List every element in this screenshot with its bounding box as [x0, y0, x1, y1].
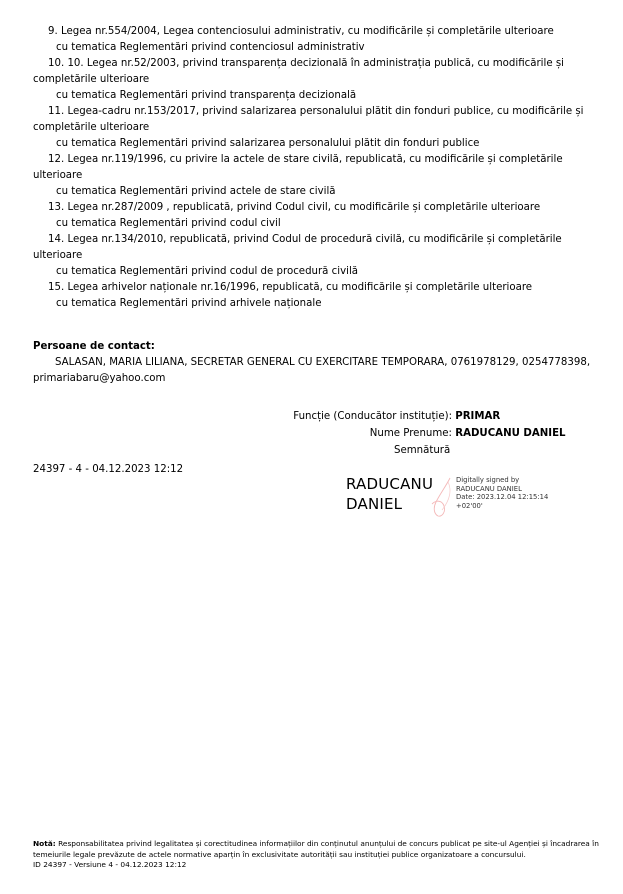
note-label: Notă: — [33, 839, 56, 848]
law-title: Legea-cadru nr.153/2017, privind salarizarea personalului plătit din fonduri publice, cu modificările și completările ulterioare — [33, 106, 584, 133]
law-title: Legea arhivelor naționale nr.16/1996, republicată, cu modificările și completările ulterioare — [67, 282, 533, 293]
list-item — [33, 56, 611, 104]
function-row — [280, 409, 600, 425]
signature-label: Semnătură — [394, 445, 451, 456]
signature-scribble-icon — [428, 476, 458, 518]
law-number: 14. — [48, 234, 65, 245]
law-topic: cu tematica Reglementări privind actele de stare civilă — [56, 186, 336, 197]
contact-heading: Persoane de contact: — [33, 341, 155, 352]
list-item — [33, 280, 611, 312]
version-line: ID 24397 - Versiune 4 - 04.12.2023 12:12 — [33, 860, 187, 869]
law-title: Legea nr.554/2004, Legea contenciosului administrativ, cu modificările și completările ulterioare — [60, 26, 554, 37]
list-item — [33, 24, 611, 56]
law-number: 10. — [48, 58, 65, 69]
digital-signature-line: Digitally signed by — [456, 476, 520, 484]
digital-signature-details — [456, 476, 548, 510]
footer-note — [33, 839, 611, 871]
law-number: 12. — [48, 154, 65, 165]
digital-signature-line: RADUCANU DANIEL — [456, 484, 522, 493]
law-title: Legea nr.134/2010, republicată, privind Codul de procedură civilă, cu modificările și completările ulterioare — [33, 234, 562, 261]
bibliography-list — [33, 24, 611, 312]
law-topic: cu tematica Reglementări privind arhivele naționale — [56, 298, 322, 309]
function-value: PRIMAR — [455, 411, 501, 422]
digital-signature-line: +02'00' — [456, 501, 483, 510]
note-text: Responsabilitatea privind legalitatea și corectitudinea informațiilor din conținutul anunțului de concurs publicat pe site-ul Agenției și încadrarea în temeiurile legale prevăzute de actele normative aparțin în exclusivitate autorității sau instituției publice organizatoare a concursului. — [33, 839, 599, 859]
document-id: 24397 - 4 - 04.12.2023 12:12 — [33, 464, 184, 475]
law-topic: cu tematica Reglementări privind codul de procedură civilă — [56, 266, 359, 277]
law-number: 13. — [48, 202, 65, 213]
law-title: Legea nr.119/1996, cu privire la actele de stare civilă, republicată, cu modificările și completările ulterioare — [33, 154, 563, 181]
law-title: 10. Legea nr.52/2003, privind transparența decizională în administrația publică, cu modificările și completările ulterioare — [33, 58, 564, 85]
signature-name — [346, 474, 433, 514]
name-row — [280, 426, 600, 442]
law-number: 15. — [48, 282, 65, 293]
list-item — [33, 232, 611, 280]
law-title: Legea nr.287/2009 , republicată, privind Codul civil, cu modificările și completările ulterioare — [67, 202, 541, 213]
contact-details: SALASAN, MARIA LILIANA, SECRETAR GENERAL CU EXERCITARE TEMPORARA, 0761978129, 0254778398, primariabaru@yahoo.com — [33, 357, 591, 384]
signature-name-line2: DANIEL — [346, 495, 403, 513]
law-number: 9. — [48, 26, 58, 37]
law-topic: cu tematica Reglementări privind contenciosul administrativ — [56, 42, 365, 53]
function-label: Funcție (Conducător instituție): — [293, 411, 452, 422]
name-value: RADUCANU DANIEL — [455, 428, 566, 439]
law-number: 11. — [48, 106, 65, 117]
name-label: Nume Prenume: — [369, 428, 452, 439]
signature-name-line1: RADUCANU — [346, 475, 434, 493]
list-item — [33, 152, 611, 200]
list-item — [33, 200, 611, 232]
law-topic: cu tematica Reglementări privind salarizarea personalului plătit din fonduri publice — [56, 138, 480, 149]
law-topic: cu tematica Reglementări privind transparența decizională — [56, 90, 357, 101]
law-topic: cu tematica Reglementări privind codul civil — [56, 218, 281, 229]
list-item — [33, 104, 611, 152]
digital-signature-line: Date: 2023.12.04 12:15:14 — [456, 493, 549, 502]
